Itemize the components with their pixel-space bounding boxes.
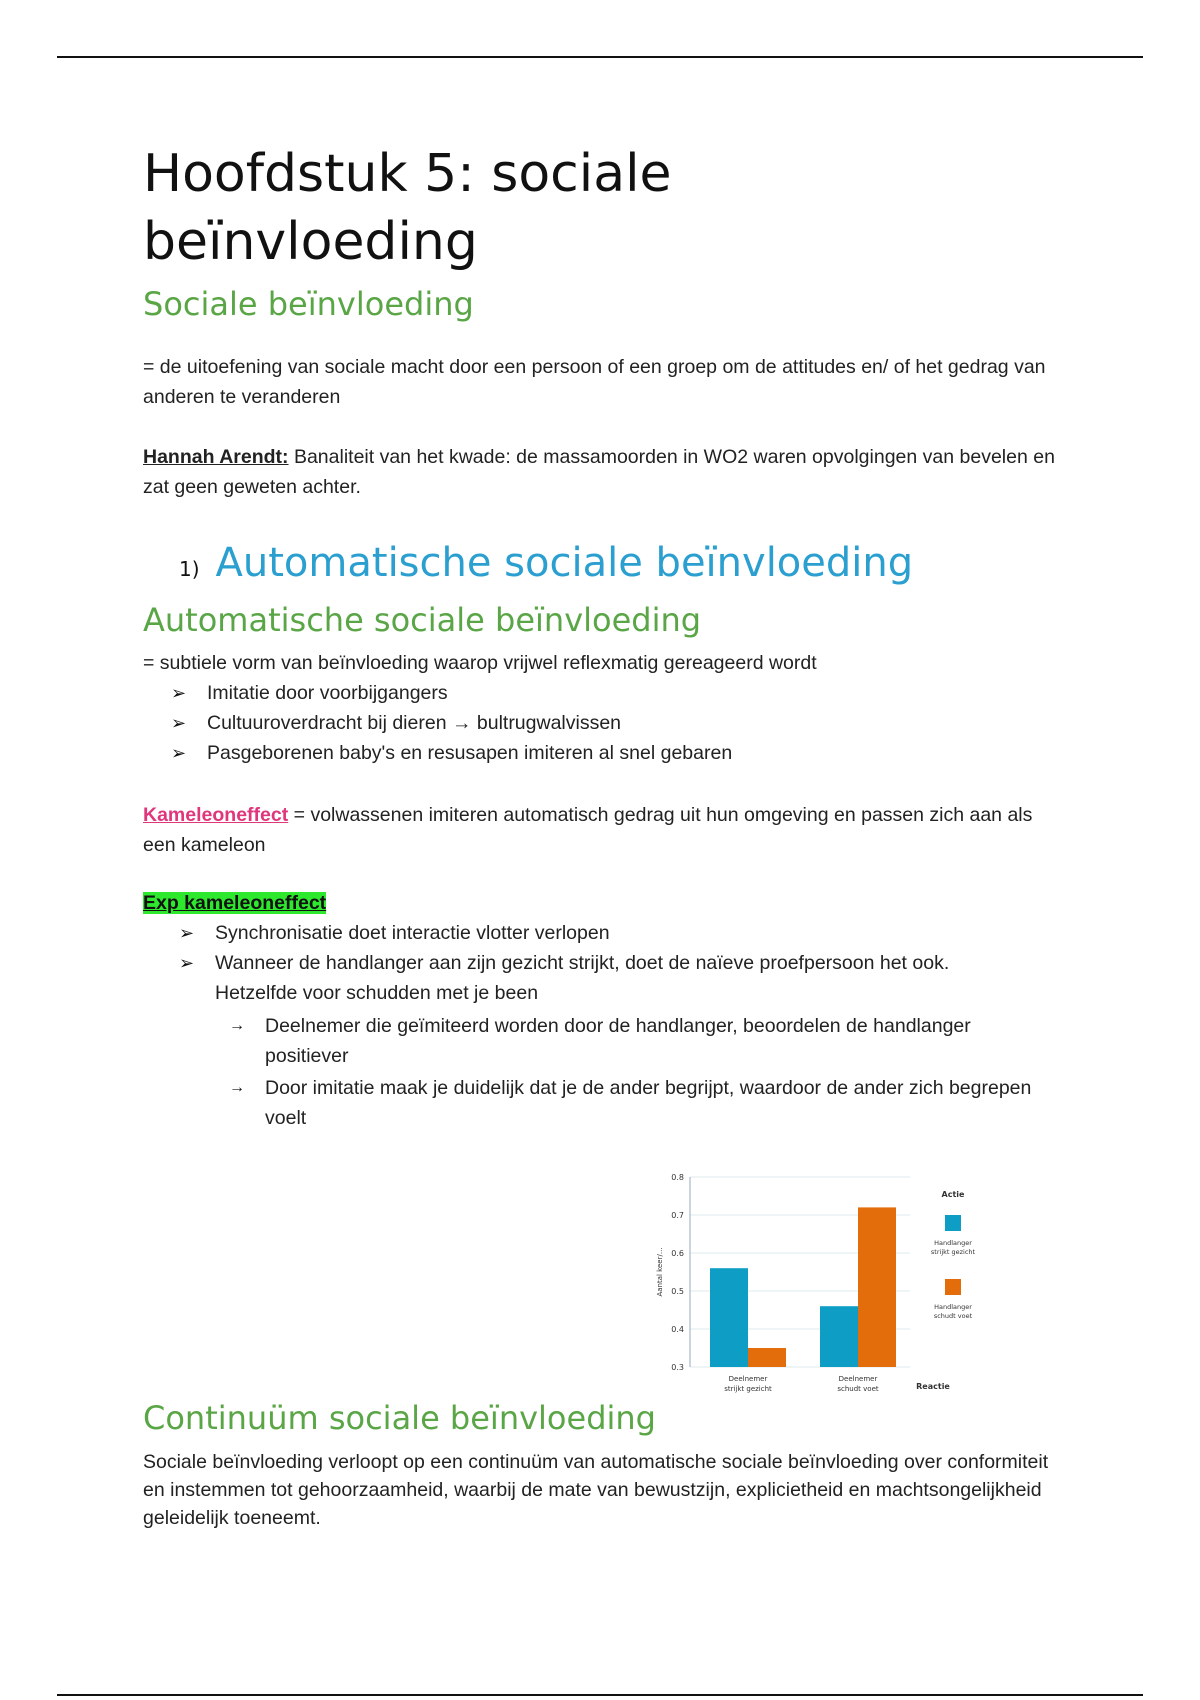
y-tick-label: 0.6 [671,1249,684,1258]
document-page [143,140,1063,1133]
page-title: Hoofdstuk 5: sociale beïnvloeding [143,144,672,272]
list-item: ➢ Synchronisatie doet interactie vlotter verlopen [215,918,1035,948]
definition-text: = de uitoefening van sociale macht door een persoon of een groep om de attitudes en/ of het gedrag van anderen te veranderen [143,356,1046,408]
bar [858,1207,896,1367]
legend-label: Handlanger [934,1303,972,1311]
list-item: → Door imitatie maak je duidelijk dat je de ander begrijpt, waardoor de ander zich begrepen voelt [265,1073,1035,1133]
legend-label: strijkt gezicht [930,1248,976,1256]
chapter-number: 1) [179,557,200,581]
kameleon-paragraph [143,800,1063,860]
x-axis-label: Reactie [916,1382,950,1391]
bar-chart [648,1165,993,1402]
exp-heading [143,888,1063,918]
y-tick-label: 0.8 [671,1173,684,1182]
y-tick-label: 0.7 [671,1211,684,1220]
legend-title: Actie [941,1190,965,1199]
x-tick-label: schudt voet [837,1385,879,1393]
bottom-rule [57,1694,1143,1696]
x-tick-label: Deelnemer [838,1375,878,1383]
bar [748,1348,786,1367]
legend-swatch [945,1215,961,1231]
right-arrow-icon: → [229,1017,245,1034]
arendt-paragraph [143,442,1063,502]
list-item: ➢ Imitatie door voorbijgangers [207,678,1063,708]
bar [820,1306,858,1367]
list-item: → Deelnemer die geïmiteerd worden door de handlanger, beoordelen de handlanger positiever [265,1011,1035,1071]
arrowhead-bullet-icon: ➢ [179,953,195,973]
arrowhead-bullet-icon: ➢ [171,743,187,763]
kameleon-definition: = volwassenen imiteren automatisch gedrag uit hun omgeving en passen zich aan als een kameleon [143,804,1033,856]
section-heading-automatische: Automatische sociale beïnvloeding [143,601,702,639]
chapter-heading-row [179,540,1063,586]
x-tick-label: Deelnemer [728,1375,768,1383]
section-heading-continuum: Continuüm sociale beïnvloeding [143,1399,656,1437]
arrowhead-bullet-icon: ➢ [171,683,187,703]
exp-sub-list [229,1011,1035,1133]
list-item: ➢ Pasgeborenen baby's en resusapen imiteren al snel gebaren [207,738,1063,768]
top-rule [57,56,1143,58]
chapter-heading: Automatische sociale beïnvloeding [215,540,914,586]
x-tick-label: strijkt gezicht [724,1385,772,1393]
legend-label: schudt voet [933,1312,973,1320]
automatische-definition: = subtiele vorm van beïnvloeding waarop vrijwel reflexmatig gereageerd wordt [143,652,817,674]
exp-kameleon-label: Exp kameleoneffect [143,892,327,914]
y-axis-label: Aantal keer/... [656,1247,664,1297]
continuum-text: Sociale beïnvloeding verloopt op een continuüm van automatische sociale beïnvloeding over conformiteit en instemmen tot gehoorzaamheid, waarbij de mate van bewustzijn, explicietheid en machtsongelijkheid geleidelijk toeneemt. [143,1451,1049,1529]
arendt-text: Banaliteit van het kwade: de massamoorden in WO2 waren opvolgingen van bevelen en zat geen geweten achter. [143,446,1055,498]
exp-bullet-list [179,918,1035,1008]
legend-label: Handlanger [934,1239,972,1247]
kameleon-term: Kameleoneffect [143,804,289,826]
continuum-section [143,1398,1063,1532]
legend-swatch [945,1279,961,1295]
arrowhead-bullet-icon: ➢ [171,713,187,733]
bar [710,1268,748,1367]
automatische-bullet-list [171,678,1063,768]
y-tick-label: 0.5 [671,1287,684,1296]
y-tick-label: 0.4 [671,1325,684,1334]
y-tick-label: 0.3 [671,1363,684,1372]
arendt-label: Hannah Arendt: [143,446,289,468]
section-heading-sociale-beinvloeding: Sociale beïnvloeding [143,285,474,323]
list-item: ➢ Cultuuroverdracht bij dieren → bultrugwalvissen [207,708,1063,738]
right-arrow-icon: → [229,1079,245,1096]
arrowhead-bullet-icon: ➢ [179,923,195,943]
list-item: ➢ Wanneer de handlanger aan zijn gezicht strijkt, doet de naïeve proefpersoon het ook. Hetzelfde voor schudden met je been [215,948,1035,1008]
